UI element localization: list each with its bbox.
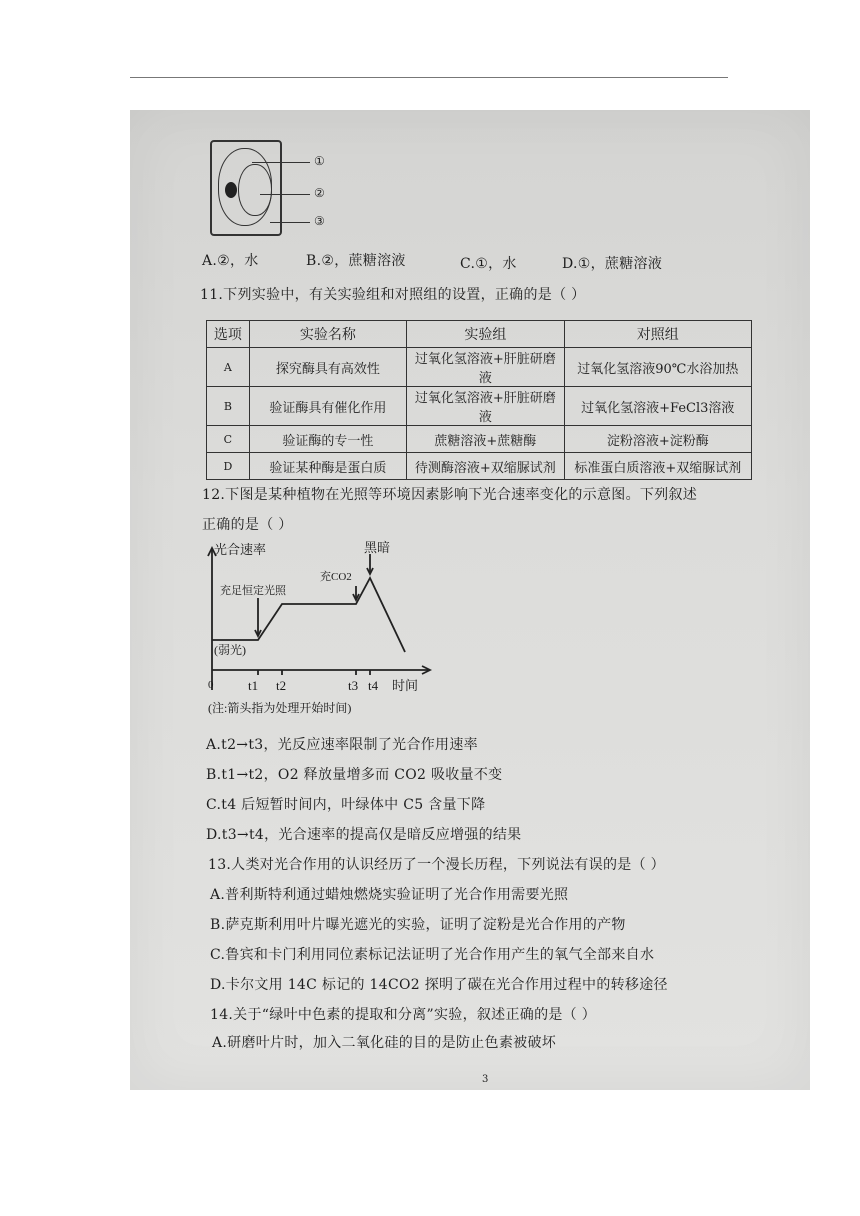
- q13-option-b: B.萨克斯利用叶片曝光遮光的实验，证明了淀粉是光合作用的产物: [210, 917, 626, 933]
- scanned-page: [130, 110, 810, 1090]
- co2-label: 充CO2: [320, 571, 352, 583]
- cell-option: D: [207, 453, 250, 480]
- cell-control-group: 过氧化氢溶液90℃水浴加热: [564, 348, 751, 387]
- table-row: [207, 453, 752, 480]
- cell-option: A: [207, 348, 250, 387]
- q10-option-b: B.②，蔗糖溶液: [306, 253, 406, 269]
- dark-label: 黑暗: [364, 540, 391, 555]
- q12-option-b: B.t1→t2，O2 释放量增多而 CO2 吸收量不变: [206, 767, 503, 783]
- header-experiment: 实验名称: [249, 321, 406, 348]
- cell-control-group: 标准蛋白质溶液+双缩脲试剂: [564, 453, 751, 480]
- header-option: 选项: [207, 321, 250, 348]
- t1-label: t1: [248, 678, 259, 693]
- weak-light-label: (弱光): [214, 643, 246, 657]
- cell-experiment: 探究酶具有高效性: [249, 348, 406, 387]
- cell-experiment: 验证酶具有催化作用: [249, 387, 406, 426]
- q12-option-c: C.t4 后短暂时间内，叶绿体中 C5 含量下降: [206, 797, 486, 813]
- q12-stem-line2: 正确的是（ ）: [202, 517, 293, 533]
- strong-light-label: 充足恒定光照: [220, 585, 286, 597]
- q10-option-c: C.①，水: [460, 256, 517, 272]
- table-row: [207, 348, 752, 387]
- q11-stem: 11.下列实验中，有关实验组和对照组的设置，正确的是（ ）: [200, 287, 586, 303]
- table-header-row: [207, 321, 752, 348]
- cell-test-group: 待测酶溶液+双缩脲试剂: [407, 453, 564, 480]
- cell-experiment: 验证酶的专一性: [249, 426, 406, 453]
- origin-label: 0: [208, 679, 214, 691]
- q13-option-d: D.卡尔文用 14C 标记的 14CO2 探明了碳在光合作用过程中的转移途径: [210, 977, 668, 993]
- chart-ylabel: 光合速率: [214, 542, 267, 557]
- table-row: [207, 387, 752, 426]
- header-rule: [130, 77, 728, 78]
- cell-option: C: [207, 426, 250, 453]
- leader-line-2: [260, 194, 310, 195]
- q11-table: [206, 320, 752, 480]
- cell-label-3: ③: [314, 214, 325, 228]
- t2-label: t2: [276, 678, 287, 693]
- cell-control-group: 过氧化氢溶液+FeCl3溶液: [564, 387, 751, 426]
- leader-line-1: [252, 162, 310, 163]
- q14-stem: 14.关于“绿叶中色素的提取和分离”实验，叙述正确的是（ ）: [210, 1007, 597, 1023]
- q10-option-a: A.②，水: [202, 253, 259, 269]
- q13-option-a: A.普利斯特利通过蜡烛燃烧实验证明了光合作用需要光照: [210, 887, 569, 903]
- nucleus: [225, 182, 237, 198]
- q13-stem: 13.人类对光合作用的认识经历了一个漫长历程，下列说法有误的是（ ）: [208, 857, 665, 873]
- q10-option-d: D.①，蔗糖溶液: [562, 256, 663, 272]
- q14-option-a: A.研磨叶片时，加入二氧化硅的目的是防止色素被破坏: [212, 1035, 557, 1051]
- t3-label: t3: [348, 678, 359, 693]
- q12-stem-line1: 12.下图是某种植物在光照等环境因素影响下光合速率变化的示意图。下列叙述: [202, 487, 698, 503]
- header-control-group: 对照组: [564, 321, 751, 348]
- cell-experiment: 验证某种酶是蛋白质: [249, 453, 406, 480]
- q12-option-a: A.t2→t3，光反应速率限制了光合作用速率: [206, 737, 478, 753]
- cell-label-2: ②: [314, 186, 325, 200]
- photosynthesis-rate-diagram: [200, 540, 520, 730]
- cell-label-1: ①: [314, 154, 325, 168]
- cell-option: B: [207, 387, 250, 426]
- q13-option-c: C.鲁宾和卡门利用同位素标记法证明了光合作用产生的氧气全部来自水: [210, 947, 655, 963]
- chart-note: (注:箭头指为处理开始时间): [208, 701, 352, 715]
- table-row: [207, 426, 752, 453]
- cell-test-group: 过氧化氢溶液+肝脏研磨液: [407, 387, 564, 426]
- vacuole: [238, 164, 272, 216]
- header-test-group: 实验组: [407, 321, 564, 348]
- cell-test-group: 蔗糖溶液+蔗糖酶: [407, 426, 564, 453]
- chart-xlabel: 时间: [392, 678, 419, 693]
- leader-line-3: [270, 222, 310, 223]
- cell-test-group: 过氧化氢溶液+肝脏研磨液: [407, 348, 564, 387]
- page-number: 3: [482, 1074, 489, 1085]
- t4-label: t4: [368, 678, 379, 693]
- cell-control-group: 淀粉溶液+淀粉酶: [564, 426, 751, 453]
- q12-option-d: D.t3→t4，光合速率的提高仅是暗反应增强的结果: [206, 827, 522, 843]
